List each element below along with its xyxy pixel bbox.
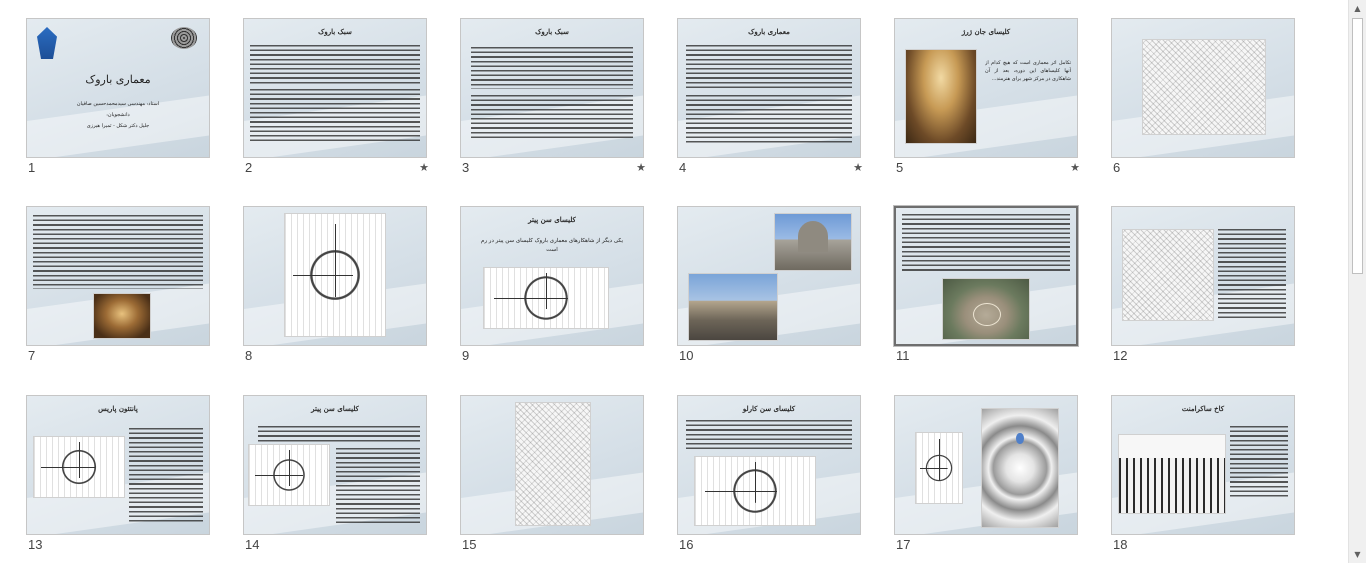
slide-thumbnail-12[interactable]	[1111, 206, 1295, 346]
architecture-drawing-image	[284, 213, 386, 337]
slide-body-text	[471, 95, 633, 139]
slide-number: 2	[245, 160, 253, 175]
slide-body-text	[1218, 229, 1286, 319]
basilica-dome-photo	[774, 213, 852, 271]
slide-number: 1	[28, 160, 36, 175]
palace-facade-image	[1118, 434, 1226, 514]
slide-thumbnail-3[interactable]	[460, 18, 644, 158]
slide-thumbnail-8[interactable]	[243, 206, 427, 346]
slide-cell	[460, 18, 646, 188]
dome-section-sketch-image	[515, 402, 591, 526]
slide-body-text	[1230, 426, 1288, 498]
slide-subtitle-line: دانشجویان:	[106, 112, 130, 118]
slide-number: 13	[28, 537, 43, 552]
slide-body-text: تکامل اثر معماری است که هیچ کدام از آنها کلیساهای این دوره، بعد از آن شاهکاری در مرکز شهر برای هنرمند...	[985, 60, 1071, 82]
star-icon[interactable]: ★	[636, 161, 646, 174]
star-icon[interactable]: ★	[419, 161, 429, 174]
slide-cell	[894, 395, 1080, 563]
slide-cell	[677, 206, 863, 376]
slide-thumbnail-6[interactable]	[1111, 18, 1295, 158]
elevation-plan-image	[694, 456, 816, 526]
slide-title: کلیسای سن پیتر	[528, 215, 576, 224]
slide-number: 5	[896, 160, 904, 175]
floor-plan-image	[33, 436, 125, 498]
slide-number: 3	[462, 160, 470, 175]
church-interior-photo	[93, 293, 151, 339]
slide-number: 11	[896, 348, 910, 363]
slide-number: 12	[1113, 348, 1128, 363]
slide-number: 18	[1113, 537, 1128, 552]
slide-thumbnail-4[interactable]	[677, 18, 861, 158]
slide-number: 16	[679, 537, 694, 552]
slide-cell	[243, 395, 429, 563]
church-interior-photo	[905, 49, 977, 144]
slide-cell	[26, 395, 212, 563]
slide-body-text	[33, 215, 203, 289]
slide-thumbnail-17[interactable]	[894, 395, 1078, 535]
slide-title: پانتئون پاریس	[98, 404, 138, 413]
slide-cell	[460, 206, 646, 376]
slide-title: کاخ ساکرامنت	[1181, 404, 1225, 413]
slide-number: 8	[245, 348, 253, 363]
slide-cell	[1111, 395, 1297, 563]
slide-body-text	[686, 95, 852, 143]
slide-thumbnail-7[interactable]	[26, 206, 210, 346]
slide-cell	[894, 206, 1080, 376]
slide-thumbnail-9[interactable]	[460, 206, 644, 346]
slide-thumbnail-13[interactable]	[26, 395, 210, 535]
scrollbar-thumb[interactable]	[1352, 18, 1363, 274]
slide-subtitle-line: جلیل دکتر شکل - ثمیرا هیرزی	[86, 123, 150, 129]
slide-body-text	[471, 47, 633, 89]
slide-body-text	[129, 428, 203, 524]
slide-cell	[26, 18, 212, 188]
slide-body-text	[250, 89, 420, 141]
slide-cell	[26, 206, 212, 376]
slide-cell	[243, 18, 429, 188]
scroll-down-arrow-icon[interactable]: ▼	[1354, 550, 1361, 559]
slide-title: کلیسای سن کارلو	[742, 404, 796, 413]
slide-cell	[677, 18, 863, 188]
ornament-logo-icon	[171, 27, 197, 49]
slide-title: سبک باروک	[535, 27, 569, 36]
floor-plan-image	[483, 267, 609, 329]
slide-thumbnail-2[interactable]	[243, 18, 427, 158]
aerial-square-photo	[942, 278, 1030, 340]
floor-plan-image	[915, 432, 963, 504]
slide-title: سبک باروک	[318, 27, 352, 36]
slide-cell	[894, 18, 1080, 188]
slide-number: 6	[1113, 160, 1121, 175]
slide-number: 14	[245, 537, 260, 552]
slide-cell	[460, 395, 646, 563]
slide-body-text	[686, 45, 852, 91]
slide-body-text	[258, 426, 420, 442]
slide-title: کلیسای جان ژرژ	[961, 27, 1011, 36]
slide-thumbnail-18[interactable]	[1111, 395, 1295, 535]
slide-cell	[1111, 206, 1297, 376]
ceiling-sketch-image	[1142, 39, 1266, 135]
slide-number: 7	[28, 348, 36, 363]
slide-thumbnail-10[interactable]	[677, 206, 861, 346]
interior-sketch-image	[1122, 229, 1214, 321]
slide-thumbnail-1[interactable]	[26, 18, 210, 158]
dome-interior-image	[981, 408, 1059, 528]
slide-thumbnail-5[interactable]	[894, 18, 1078, 158]
slide-number: 9	[462, 348, 470, 363]
slide-title: معماری باروک	[85, 73, 151, 86]
slide-thumbnail-14[interactable]	[243, 395, 427, 535]
slide-body-text	[902, 214, 1070, 274]
slide-number: 10	[679, 348, 694, 363]
slide-subtitle-line: استاد: مهندسی سیدمحمدحسین صافیان	[76, 101, 160, 107]
slide-thumbnail-15[interactable]	[460, 395, 644, 535]
floor-plan-image	[248, 444, 330, 506]
slide-thumbnail-16[interactable]	[677, 395, 861, 535]
slide-title: معماری باروک	[748, 27, 790, 36]
university-logo-icon	[37, 27, 57, 59]
slide-number: 17	[896, 537, 911, 552]
slide-body-text	[250, 45, 420, 85]
slide-body-text	[686, 420, 852, 450]
vertical-scrollbar[interactable]	[1348, 0, 1366, 563]
slide-number: 15	[462, 537, 477, 552]
star-icon[interactable]: ★	[1070, 161, 1080, 174]
slide-cell	[1111, 18, 1297, 188]
slide-number: 4	[679, 160, 687, 175]
slide-thumbnail-11[interactable]	[894, 206, 1078, 346]
slide-body-text	[336, 448, 420, 526]
slide-body-text: یکی دیگر از شاهکارهای معماری باروک کلیسای سن پیتر در رم است	[481, 238, 623, 253]
slide-cell	[243, 206, 429, 376]
slide-cell	[677, 395, 863, 563]
slide-title: کلیسای سن پیتر	[311, 404, 359, 413]
star-icon[interactable]: ★	[853, 161, 863, 174]
scroll-up-arrow-icon[interactable]: ▲	[1354, 4, 1361, 13]
basilica-square-photo	[688, 273, 778, 341]
